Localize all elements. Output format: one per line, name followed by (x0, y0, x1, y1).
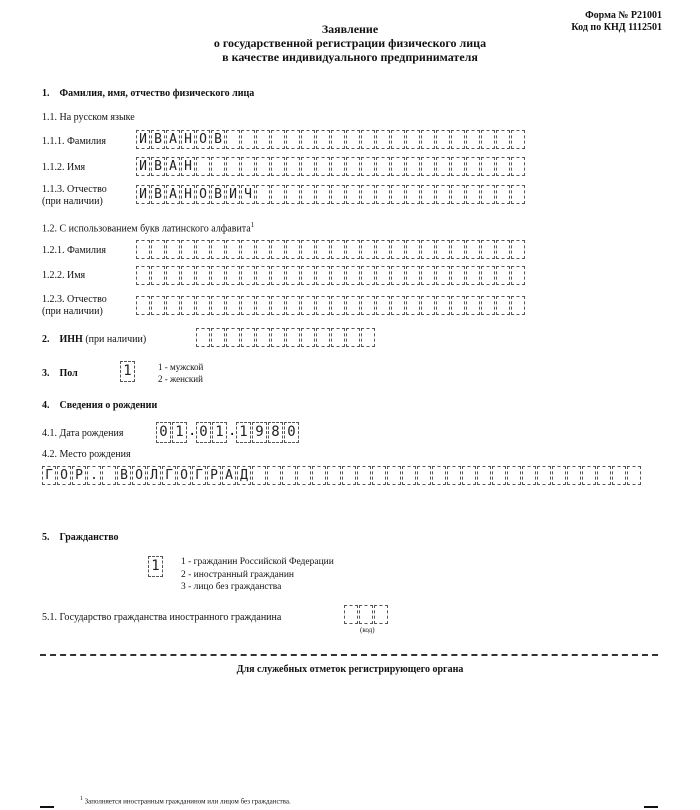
title-line-2: о государственной регистрации физического лица (213, 36, 487, 50)
char-cell: В (151, 185, 165, 204)
char-cell (211, 240, 225, 259)
char-cell (451, 240, 465, 259)
char-cell (496, 157, 510, 176)
char-cell (297, 466, 311, 485)
char-cell (256, 130, 270, 149)
char-cell (301, 130, 315, 149)
char-cell (481, 266, 495, 285)
citizenship-field[interactable] (148, 556, 164, 577)
citizenship-option-rf: 1 - гражданин Российской Федерации (181, 557, 334, 567)
char-cell (256, 328, 270, 347)
date-digit: 1 (236, 422, 251, 443)
char-cell (391, 185, 405, 204)
char-cell (196, 240, 210, 259)
gender-label (42, 368, 78, 380)
lat-surname-field[interactable] (136, 240, 526, 259)
birth-date-field[interactable] (156, 422, 300, 443)
char-cell (301, 296, 315, 315)
gender-option-male: 1 - мужской (158, 362, 204, 372)
char-cell (346, 185, 360, 204)
char-cell (567, 466, 581, 485)
footnote (80, 796, 291, 805)
char-cell (466, 130, 480, 149)
char-cell (537, 466, 551, 485)
char-cell (477, 466, 491, 485)
char-cell (282, 466, 296, 485)
char-cell (582, 466, 596, 485)
patronymic-label-line2: (при наличии) (42, 196, 103, 207)
citizenship-heading (42, 532, 119, 544)
char-cell (226, 328, 240, 347)
char-cell (316, 240, 330, 259)
char-cell (196, 296, 210, 315)
date-digit: 0 (156, 422, 171, 443)
char-cell (271, 328, 285, 347)
corner-mark-right (644, 806, 658, 808)
date-separator: . (228, 423, 237, 439)
char-cell (166, 240, 180, 259)
char-cell (286, 185, 300, 204)
citizenship-title: Гражданство (59, 532, 119, 543)
char-cell: А (166, 185, 180, 204)
char-cell (256, 185, 270, 204)
char-cell: А (222, 466, 236, 485)
char-cell: Д (237, 466, 251, 485)
char-cell (286, 266, 300, 285)
char-cell: О (132, 466, 146, 485)
char-cell (391, 130, 405, 149)
char-cell (357, 466, 371, 485)
gender-value: 1 (120, 361, 135, 382)
inn-note: (при наличии) (85, 334, 147, 345)
surname-field[interactable] (136, 130, 526, 149)
inn-field[interactable] (196, 328, 376, 347)
char-cell (241, 240, 255, 259)
char-cell (241, 157, 255, 176)
gender-option-female: 2 - женский (158, 374, 203, 384)
char-cell (331, 130, 345, 149)
footnote-ref: 1 (250, 221, 255, 229)
char-cell (447, 466, 461, 485)
char-cell (466, 266, 480, 285)
char-cell (256, 240, 270, 259)
char-cell (344, 605, 358, 624)
char-cell (331, 157, 345, 176)
char-cell (301, 328, 315, 347)
corner-mark-left (40, 806, 54, 808)
divider-line (40, 654, 658, 656)
char-cell (391, 296, 405, 315)
char-cell (327, 466, 341, 485)
char-cell (406, 130, 420, 149)
inn-title: ИНН (59, 334, 83, 345)
char-cell (151, 266, 165, 285)
char-cell (361, 266, 375, 285)
title-line-1: Заявление (321, 22, 379, 36)
char-cell (271, 130, 285, 149)
char-cell (361, 157, 375, 176)
char-cell (136, 296, 150, 315)
char-cell (451, 266, 465, 285)
char-cell (361, 130, 375, 149)
char-cell (451, 130, 465, 149)
char-cell (166, 266, 180, 285)
country-code-field[interactable] (344, 605, 389, 624)
date-digit: 0 (284, 422, 299, 443)
code-caption: (код) (360, 626, 375, 634)
char-cell: О (196, 130, 210, 149)
char-cell (226, 296, 240, 315)
char-cell (402, 466, 416, 485)
char-cell (271, 296, 285, 315)
char-cell (331, 185, 345, 204)
char-cell (136, 266, 150, 285)
char-cell (406, 240, 420, 259)
char-cell: Г (42, 466, 56, 485)
form-number: Форма № Р21001 (585, 10, 662, 21)
char-cell (436, 296, 450, 315)
gender-field[interactable] (120, 361, 136, 382)
char-cell: Н (181, 157, 195, 176)
lat-patronymic-field[interactable] (136, 296, 526, 315)
char-cell (196, 266, 210, 285)
char-cell (492, 466, 506, 485)
char-cell (466, 157, 480, 176)
char-cell (462, 466, 476, 485)
char-cell (421, 185, 435, 204)
official-marks-label: Для служебных отметок регистрирующего органа (236, 664, 464, 675)
char-cell (421, 130, 435, 149)
char-cell (312, 466, 326, 485)
char-cell (346, 328, 360, 347)
char-cell (436, 130, 450, 149)
char-cell (256, 296, 270, 315)
char-cell (391, 266, 405, 285)
inn-num: 2. (42, 334, 50, 345)
char-cell (361, 296, 375, 315)
char-cell (211, 328, 225, 347)
citizenship-option-foreign: 2 - иностранный гражданин (181, 569, 295, 580)
lat-name-field[interactable] (136, 266, 526, 285)
char-cell (391, 240, 405, 259)
knd-code: Код по КНД 1112501 (571, 22, 662, 33)
char-cell (316, 266, 330, 285)
char-cell (196, 157, 210, 176)
surname-label: 1.1.1. Фамилия (42, 136, 106, 147)
char-cell: . (87, 466, 101, 485)
char-cell (436, 240, 450, 259)
char-cell (196, 328, 210, 347)
char-cell: И (226, 185, 240, 204)
char-cell (376, 296, 390, 315)
char-cell (151, 240, 165, 259)
char-cell (496, 266, 510, 285)
char-cell: Г (192, 466, 206, 485)
char-cell (451, 157, 465, 176)
char-cell (286, 328, 300, 347)
char-cell (181, 266, 195, 285)
char-cell (286, 130, 300, 149)
birth-date-label: 4.1. Дата рождения (42, 428, 124, 439)
date-separator: . (188, 423, 197, 439)
char-cell (376, 185, 390, 204)
char-cell (346, 240, 360, 259)
char-cell (376, 157, 390, 176)
char-cell (331, 296, 345, 315)
char-cell (286, 157, 300, 176)
char-cell: О (196, 185, 210, 204)
char-cell: В (151, 157, 165, 176)
char-cell (421, 240, 435, 259)
char-cell (466, 240, 480, 259)
citizenship-value: 1 (148, 556, 163, 577)
char-cell (511, 157, 525, 176)
gender-options (158, 361, 203, 385)
char-cell: А (166, 157, 180, 176)
char-cell: Р (72, 466, 86, 485)
char-cell (241, 266, 255, 285)
char-cell (361, 328, 375, 347)
char-cell (359, 605, 373, 624)
birth-place-label: 4.2. Место рождения (42, 449, 131, 460)
char-cell (316, 296, 330, 315)
char-cell (316, 130, 330, 149)
char-cell (511, 130, 525, 149)
date-digit: 0 (196, 422, 211, 443)
birth-heading (42, 400, 157, 412)
sub-russian-label: 1.1. На русском языке (42, 112, 135, 123)
char-cell (481, 296, 495, 315)
char-cell: В (211, 130, 225, 149)
char-cell (507, 466, 521, 485)
char-cell (226, 130, 240, 149)
char-cell (267, 466, 281, 485)
char-cell (241, 296, 255, 315)
char-cell (256, 266, 270, 285)
char-cell: А (166, 130, 180, 149)
char-cell (316, 328, 330, 347)
char-cell (361, 185, 375, 204)
char-cell (271, 266, 285, 285)
char-cell (181, 240, 195, 259)
sub-latin-label (42, 219, 254, 235)
patronymic-label (42, 184, 107, 208)
char-cell (522, 466, 536, 485)
footnote-marker: 1 (80, 796, 83, 802)
char-cell (496, 296, 510, 315)
char-cell (361, 240, 375, 259)
char-cell (496, 130, 510, 149)
char-cell (511, 296, 525, 315)
char-cell (252, 466, 266, 485)
char-cell (496, 240, 510, 259)
char-cell (376, 266, 390, 285)
char-cell (136, 240, 150, 259)
char-cell (436, 266, 450, 285)
char-cell (256, 157, 270, 176)
char-cell (436, 185, 450, 204)
char-cell (481, 240, 495, 259)
char-cell (241, 328, 255, 347)
char-cell (226, 240, 240, 259)
char-cell (432, 466, 446, 485)
char-cell: Г (162, 466, 176, 485)
name-field[interactable] (136, 157, 526, 176)
char-cell (597, 466, 611, 485)
country-label: 5.1. Государство гражданства иностранного гражданина (42, 612, 282, 623)
char-cell (406, 157, 420, 176)
char-cell (627, 466, 641, 485)
date-digit: 1 (212, 422, 227, 443)
birth-place-field[interactable] (42, 466, 642, 485)
char-cell (301, 266, 315, 285)
gender-num: 3. (42, 368, 50, 379)
char-cell (226, 157, 240, 176)
char-cell (211, 157, 225, 176)
birth-title: Сведения о рождении (59, 400, 158, 411)
char-cell (342, 466, 356, 485)
section1-heading (42, 88, 254, 100)
char-cell: И (136, 185, 150, 204)
citizenship-num: 5. (42, 532, 50, 543)
char-cell (271, 240, 285, 259)
char-cell: Н (181, 130, 195, 149)
char-cell (421, 157, 435, 176)
char-cell (511, 266, 525, 285)
char-cell (181, 296, 195, 315)
char-cell (331, 328, 345, 347)
char-cell: Л (147, 466, 161, 485)
char-cell (374, 605, 388, 624)
char-cell (421, 266, 435, 285)
char-cell (496, 185, 510, 204)
name-label: 1.1.2. Имя (42, 162, 86, 173)
char-cell (481, 130, 495, 149)
char-cell (286, 296, 300, 315)
char-cell (421, 296, 435, 315)
char-cell: В (211, 185, 225, 204)
char-cell (387, 466, 401, 485)
char-cell (511, 240, 525, 259)
char-cell (406, 185, 420, 204)
char-cell (481, 157, 495, 176)
char-cell (316, 157, 330, 176)
sub-latin-text: 1.2. С использованием букв латинского алфавита (42, 223, 251, 235)
citizenship-option-stateless: 3 - лицо без гражданства (181, 582, 282, 592)
char-cell: В (117, 466, 131, 485)
char-cell (271, 157, 285, 176)
title-line-3: в качестве индивидуального предпринимателя (222, 50, 478, 64)
char-cell (301, 157, 315, 176)
lat-surname-label: 1.2.1. Фамилия (42, 245, 106, 256)
patronymic-field[interactable] (136, 185, 526, 204)
char-cell (211, 266, 225, 285)
char-cell (301, 240, 315, 259)
section1-num: 1. (42, 88, 50, 99)
document-title (0, 22, 700, 64)
char-cell (331, 240, 345, 259)
char-cell (451, 185, 465, 204)
char-cell (346, 296, 360, 315)
footnote-text: Заполняется иностранным гражданином или лицом без гражданства. (84, 797, 291, 806)
char-cell (466, 185, 480, 204)
char-cell (511, 185, 525, 204)
lat-patronymic-label-line2: (при наличии) (42, 306, 103, 317)
char-cell (241, 130, 255, 149)
char-cell (226, 266, 240, 285)
char-cell: О (177, 466, 191, 485)
char-cell: Р (207, 466, 221, 485)
char-cell: Ч (241, 185, 255, 204)
section1-title: Фамилия, имя, отчество физического лица (59, 88, 255, 99)
char-cell (211, 296, 225, 315)
patronymic-label-line1: 1.1.3. Отчество (42, 184, 107, 195)
char-cell: О (57, 466, 71, 485)
char-cell (612, 466, 626, 485)
char-cell (372, 466, 386, 485)
char-cell (151, 296, 165, 315)
char-cell (436, 157, 450, 176)
char-cell (391, 157, 405, 176)
char-cell (417, 466, 431, 485)
char-cell (376, 130, 390, 149)
char-cell: И (136, 157, 150, 176)
char-cell (301, 185, 315, 204)
char-cell (466, 296, 480, 315)
date-digit: 9 (252, 422, 267, 443)
char-cell (481, 185, 495, 204)
char-cell (316, 185, 330, 204)
birth-num: 4. (42, 400, 50, 411)
char-cell: В (151, 130, 165, 149)
char-cell (451, 296, 465, 315)
date-digit: 1 (172, 422, 187, 443)
char-cell (552, 466, 566, 485)
char-cell: И (136, 130, 150, 149)
char-cell (286, 240, 300, 259)
inn-label (42, 334, 146, 346)
char-cell (376, 240, 390, 259)
lat-patronymic-label-line1: 1.2.3. Отчество (42, 294, 107, 305)
citizenship-options (181, 556, 334, 594)
date-digit: 8 (268, 422, 283, 443)
lat-name-label: 1.2.2. Имя (42, 270, 86, 281)
char-cell (346, 157, 360, 176)
lat-patronymic-label (42, 294, 107, 318)
char-cell (331, 266, 345, 285)
char-cell (406, 296, 420, 315)
char-cell (271, 185, 285, 204)
gender-title: Пол (59, 368, 78, 379)
char-cell (166, 296, 180, 315)
char-cell (346, 266, 360, 285)
char-cell (346, 130, 360, 149)
char-cell: Н (181, 185, 195, 204)
char-cell (102, 466, 116, 485)
char-cell (406, 266, 420, 285)
